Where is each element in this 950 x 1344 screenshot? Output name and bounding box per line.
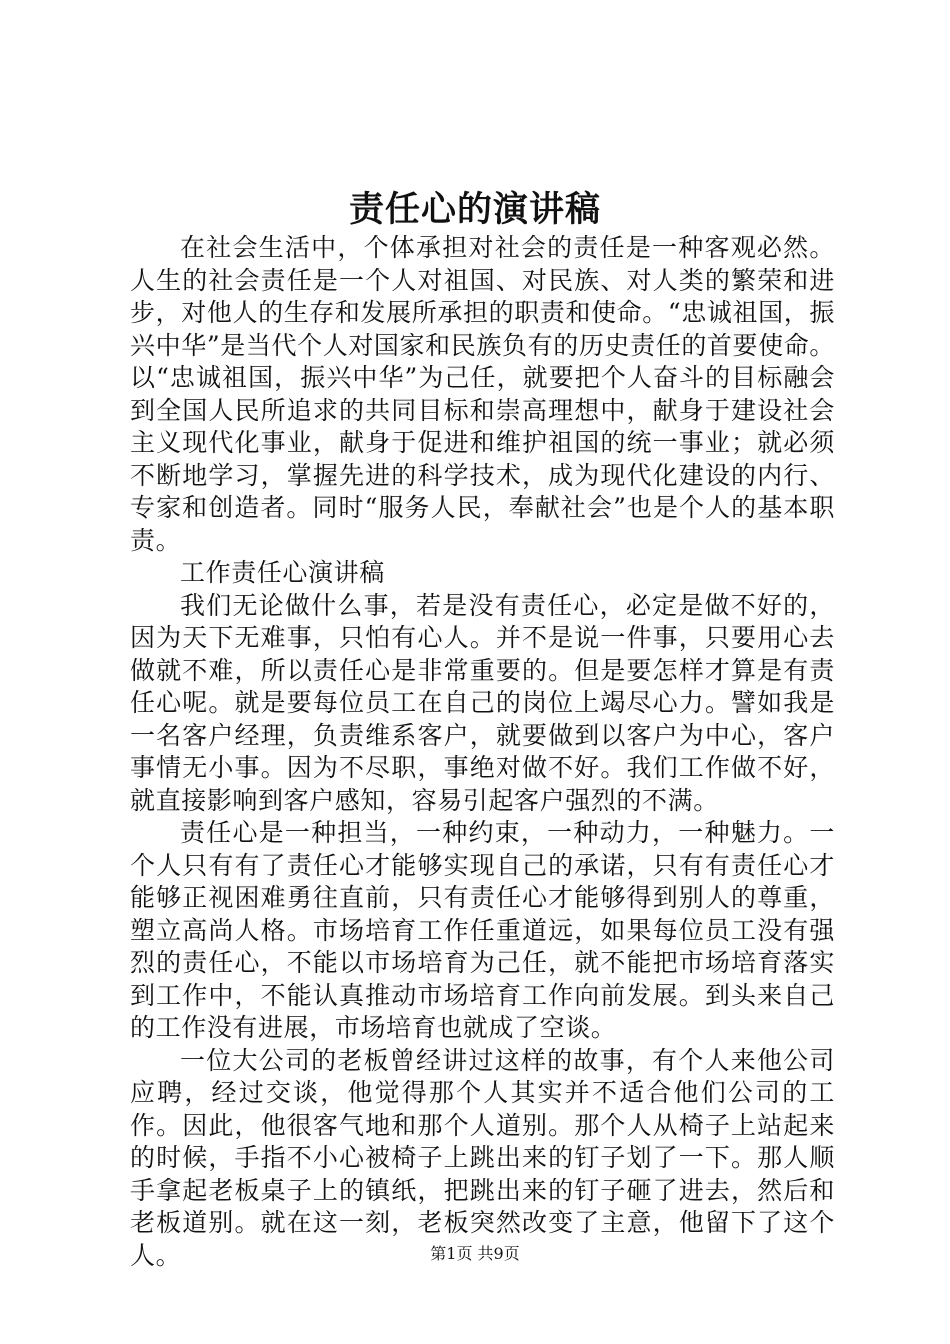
paragraph-work: 我们无论做什么事，若是没有责任心，必定是做不好的，因为天下无难事，只怕有心人。并不是说一件事，只要用心去做就不难，所以责任心是非常重要的。但是要怎样才算是有责任心呢。就是要每位员工在自己的岗位上竭尽心力。譬如我是一名客户经理，负责维系客户，就要做到以客户为中心，客户事情无小事。因为不尽职，事绝对做不好。我们工作做不好，就直接影响到客户感知，容易引起客户强烈的不满。 xyxy=(130,590,835,815)
paragraph-responsibility: 责任心是一种担当，一种约束，一种动力，一种魅力。一个人只有有了责任心才能够实现自己的承诺，只有有责任心才能够正视困难勇往直前，只有责任心才能够得到别人的尊重，塑立高尚人格。市场培育工作任重道远，如果每位员工没有强烈的责任心，不能以市场培育为己任，就不能把市场培育落实到工作中，不能认真推动市场培育工作向前发展。到头来自己的工作没有进展，市场培育也就成了空谈。 xyxy=(130,818,835,1042)
page-number-footer: 第1页 共9页 xyxy=(430,1244,520,1263)
document-body xyxy=(130,232,835,1272)
paragraph-story: 一位大公司的老板曾经讲过这样的故事，有个人来他公司应聘，经过交谈，他觉得那个人其实并不适合他们公司的工作。因此，他很客气地和那个人道别。那个人从椅子上站起来的时候，手指不小心被椅子上跳出来的钉子划了一下。那人顺手拿起老板桌子上的镇纸，把跳出来的钉子砸了进去，然后和老板道别。就在这一刻，老板突然改变了主意，他留下了这个人。 xyxy=(130,1045,835,1270)
paragraph-intro: 在社会生活中，个体承担对社会的责任是一种客观必然。人生的社会责任是一个人对祖国、对民族、对人类的繁荣和进步，对他人的生存和发展所承担的职责和使命。“忠诚祖国，振兴中华”是当代个人对国家和民族负有的历史责任的首要使命。以“忠诚祖国，振兴中华”为己任，就要把个人奋斗的目标融会到全国人民所追求的共同目标和崇高理想中，献身于建设社会主义现代化事业，献身于促进和维护祖国的统一事业；就必须不断地学习，掌握先进的科学技术，成为现代化建设的内行、专家和创造者。同时“服务人民，奉献社会”也是个人的基本职责。 xyxy=(130,233,835,555)
page-title: 责任心的演讲稿 xyxy=(348,189,601,230)
section-heading: 工作责任心演讲稿 xyxy=(180,558,385,587)
